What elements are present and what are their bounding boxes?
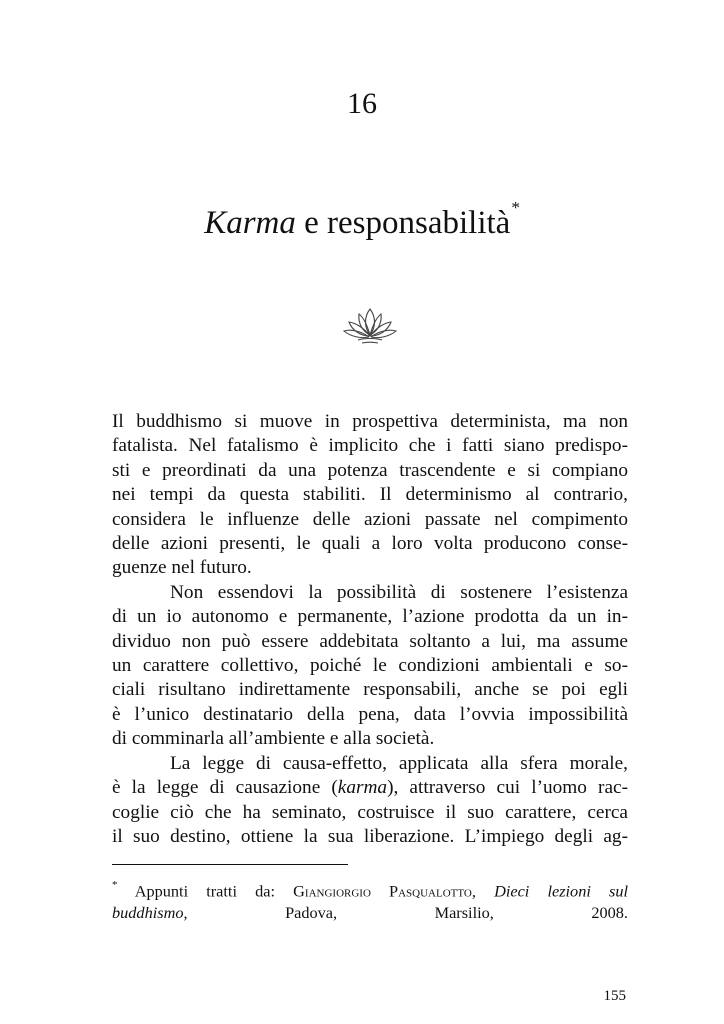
- text-line: dividuo non può essere addebitata soltanto a lui, ma assume: [112, 630, 628, 652]
- text-fragment: è la legge di causazione (: [112, 777, 338, 799]
- paragraph-1: [112, 410, 628, 581]
- page-number: 155: [603, 988, 626, 1004]
- text-line: sti e preordinati da una potenza trascendente e si compiano: [112, 459, 628, 481]
- footnote-line: [112, 902, 628, 924]
- chapter-title-rest: e responsabilità: [295, 205, 511, 241]
- book-title-part-1: Dieci lezioni sul: [494, 881, 628, 901]
- text-line: Non essendovi la possibilità di sostenere l’esistenza: [170, 581, 628, 603]
- paragraph-2: [112, 581, 628, 752]
- footnote-marker: *: [511, 198, 520, 217]
- chapter-number: 16: [347, 87, 377, 120]
- author-first-initial: G: [293, 881, 305, 901]
- lotus-icon: [342, 305, 398, 345]
- footnote-line: [112, 876, 628, 902]
- footnote-prefix: Appunti tratti da:: [117, 881, 294, 901]
- chapter-title-italic: Karma: [204, 205, 296, 241]
- karma-term: karma: [337, 777, 388, 799]
- text-line: un carattere collettivo, poiché le condizioni ambientali e so-: [112, 655, 628, 677]
- text-line: [112, 776, 628, 800]
- text-line: di comminarla all’ambiente e alla società.: [112, 728, 435, 750]
- author-first-name: iangiorgio: [304, 881, 371, 901]
- footnote-marker: *: [112, 879, 118, 891]
- text-line: guenze nel futuro.: [112, 557, 252, 579]
- text-line: La legge di causa-effetto, applicata alla sfera morale,: [170, 752, 628, 774]
- text-line: di un io autonomo e permanente, l’azione prodotta da un in-: [112, 606, 628, 628]
- author-last-name: asqualotto: [398, 881, 472, 901]
- text-line: nei tempi da questa stabiliti. Il determinismo al contrario,: [112, 484, 628, 506]
- text-fragment: ), attraverso cui l’uomo rac-: [387, 777, 628, 799]
- chapter-title: [0, 192, 724, 247]
- text-line: considera le influenze delle azioni passate nel compimento: [112, 508, 628, 530]
- text-line: coglie ciò che ha seminato, costruisce il suo carattere, cerca: [112, 801, 628, 823]
- text-line: fatalista. Nel fatalismo è implicito che i fatti siano predispo-: [112, 435, 628, 457]
- book-title-part-2: buddhismo: [112, 903, 184, 923]
- text-line: ciali risultano indirettamente responsabili, anche se poi egli: [112, 679, 628, 701]
- text-line: Il buddhismo si muove in prospettiva determinista, ma non: [112, 411, 628, 432]
- paragraph-3: [112, 752, 628, 850]
- footnote-divider: [112, 864, 348, 865]
- footnote: [112, 876, 628, 924]
- text-line: è l’unico destinatario della pena, data l’ovvia impossibilità: [112, 703, 628, 725]
- text-line: il suo destino, ottiene la sua liberazione. L’impiego degli ag-: [112, 825, 628, 847]
- author-last-initial: P: [389, 881, 399, 901]
- footnote-comma: ,: [471, 881, 495, 901]
- text-line: delle azioni presenti, le quali a loro volta producono conse-: [112, 533, 628, 555]
- publication-info: , Padova, Marsilio, 2008.: [183, 903, 628, 923]
- body-text: [112, 410, 628, 849]
